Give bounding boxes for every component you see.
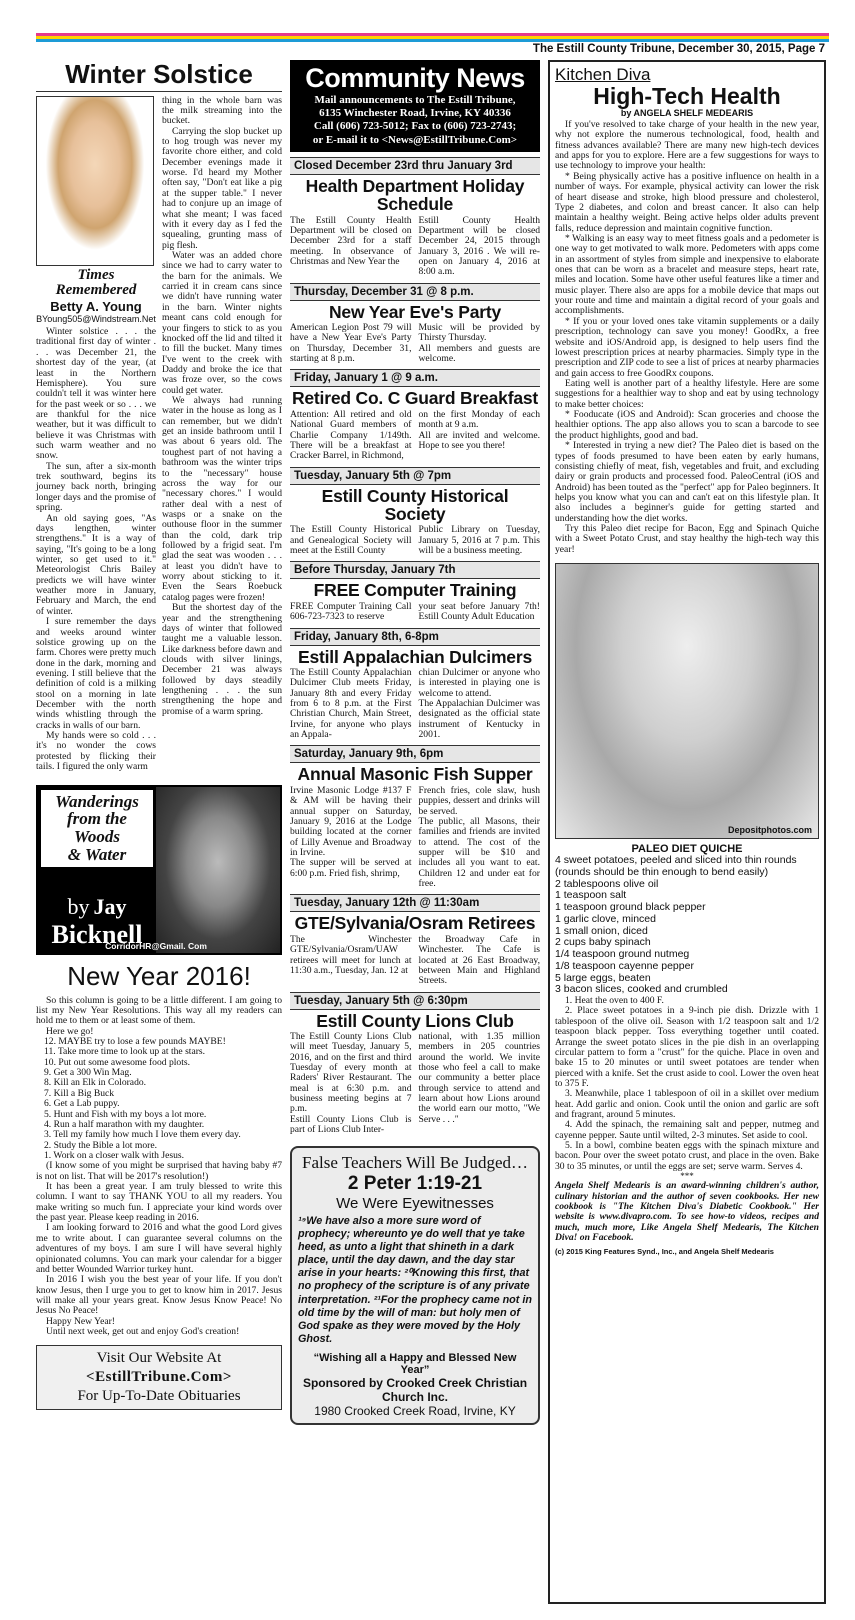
event-date-band: Saturday, January 9th, 6pm [290,745,540,763]
event-title: Retired Co. C Guard Breakfast [291,388,539,409]
event-text-right: Music will be provided by Thirsty Thursday. All members and guests are welcome. [418,322,540,365]
event-date-band: Tuesday, January 5th @ 7pm [290,467,540,485]
solstice-col2: thing in the whole barn was the milk streaming into the bucket. Carrying the slop bucket up to hog trough was never my favorite chore either, and cold December evenings made it worse. I'd heard my Mother often say, "Don't eat like a pig at the supper table." I never had to conjure up an image of what she meant; I was faced with it every day as I fed the squealing, grunting mass of pig flesh. Water was an added chore since we had to carry water to the barn for the animals. We carried it in cream cans since we didn't have running water in the barn. Winter nights meant cans cold enough for your fingers to stick to as you knocked off the lid and tilted it to fill the bucket. Many times I've went to the creek with Daddy and broke the ice that was froze over, so the cows could get water. We always had running water in the house as long as I can remember, but we didn't get an inside bathroom until I was about 6 years old. The toughest part of not having a bathroom was the winter trips to the "necessary" house across the way for our "necessary chores." I would rather deal with a nest of wasps or a snake on the outhouse floor in the summer than the cold, dark trip followed by a frigid seat. I'm glad the seat was wooden . . . at least you didn't have to worry about sticking to it. Even the Sears Roebuck catalog pages were frozen! But the shortest day of the year and the strengthening days of winter that followed taught me a valuable lesson. Like darkness before dawn and clouds with silver linings, December 21 was always followed by days steadily lengthening . . . the sun strengthening the hope and promise of a warm spring. [162,94,282,717]
event-date-band: Friday, January 8th, 6-8pm [290,628,540,646]
kitchen-kicker: Kitchen Diva [555,65,651,84]
event-text-left: Irvine Masonic Lodge #137 F & AM will be having their annual supper on Saturday, January 9, 2016 at the Lodge building located at the corner of Lilly Avenue and Broadway in Irvine. The supper will be served at 6:00 p.m. Fried fish, shrimp, [290,784,412,879]
event-text-right: Public Library on Tuesday, January 5, 2016 at 7 p.m. This will be a business meeting. [418,524,540,557]
event-text-right: national, with 1.35 million members in 205 countries around the world. We invite those who feel a call to make our community a better place through service to attend and learn about how Lions around the world earn our motto, "We Serve . . ." [418,1030,540,1125]
event-title: Health Department Holiday Schedule [305,175,525,215]
event-text-left: Attention: All retired and old National Guard members of Charlie Company 1/149th. There will be a breakfast at Cracker Barrel, in Richmond, [290,408,412,462]
event-body [290,410,540,462]
event-date-band: Closed December 23rd thru January 3rd [290,157,540,175]
author-email: BYoung505@Windstream.Net [36,314,156,325]
kitchen-body: If you've resolved to take charge of your health in the new year, why not explore the numerous technological, food, health and fitness advances available? There are many new high-tech devices and apps for you to explore. Here are a few suggestions for ways to use technology to improve your health: * Being physically active has a positive influence on health in a number of ways. For example, physical activity can lower the risk of heart disease and stroke, high blood pressure and cholesterol, Type 2 diabetes, and colon and breast cancer. It also can help maintain a healthy weight. Being active helps older adults prevent falls, reduce depression and maintain cognitive function. * Walking is an easy way to meet fitness goals and a pedometer is one way to get motivated to walk more. Pedometers with apps come in an assortment of styles from simple and inexpensive to elaborate ones that can be worn as a bracelet and measure steps, heart rate, miles and location. Some have other useful features like a timer and music player. There also are apps for a mobile device that maps out your route and time and maintain a digital record of your goals and accomplishments. * If you or your loved ones take vitamin supplements or a daily prescription, technology can save you money! GoodRx, a free website and iOS/Android app, is designed to help users find the lowest prescription prices at nearby pharmacies. Simply type in the prescription and ZIP code to see a list of prices at nearby pharmacies and gain access to free GoodRx coupons. Eating well is another part of a healthy lifestyle. Here are some suggestions for a healthier way to shop and eat by using technology to make better choices: * Fooducate (iOS and Android): Scan groceries and choose the healthier options. The app also allows you to scan a barcode to see the product highlights, good and bad. * Interested in trying a new diet? The Paleo diet is based on the types of foods presumed to have been eaten by early humans, consisting chiefly of meat, fish, vegetables and fruit, and excluding dairy or grain products and processed food. PaleoCentral (iOS and Android) has been touted as the "perfect" app for Paleo beginners. It helps you know what you can and can't eat on this lifestyle plan. It also includes a beginner's guide for getting started and understanding how the diet works. Try this Paleo diet recipe for Bacon, Egg and Spinach Quiche with a Sweet Potato Crust, and stay healthy the high-tech way this year! [555,119,819,555]
kitchen-title: High-Tech Health [593,83,781,109]
photo-credit: Depositphotos.com [727,825,812,836]
event-title: Estill County Historical Society [321,485,509,525]
page-header: The Estill County Tribune, December 30, 2015, Page 7 [532,43,825,55]
new-year-body: So this column is going to be a little different. I am going to list my New Year Resolutions. This way all my readers can hold me to them or at least some of them. Here we go! 12. MAYBE try to lose a few pounds MAYBE! 11. Take more time to look up at the stars. 10. Put out some awesome food plots. 9. Get a 300 Win Mag. 8. Kill an Elk in Colorado. 7. Kill a Big Buck 6. Get a Lab puppy. 5. Hunt and Fish with my boys a lot more. 4. Run a half marathon with my daughter. 3. Tell my family how much I love them every day. 2. Study the Bible a lot more. 1. Work on a closer walk with Jesus. (I know some of you might be surprised that having baby #7 is not on list. That will be 2017's resolution!) It has been a great year. I am truly blessed to write this column. I want to say THANK YOU to all my readers. You make writing so much fun. I appreciate your kind words over the past year. Please keep reading in 2016. I am looking forward to 2016 and what the good Lord gives me to write about. I can guarantee several columns on the adventures of my boys. I am sure I will have several highly opinionated columns. You can mark your calendar for a bigger and better Wounded Warrior turkey hunt. In 2016 I wish you the best year of your life. If you don't know Jesus, then I urge you to get to know him in 2017. Jesus will make all your years great. Know Jesus Know Peace! No Jesus No Peace! Happy New Year! Until next week, get out and enjoy God's creation! [36,994,282,1338]
column-name: Times Remembered [55,266,137,299]
event-text-right: Estill County Health Department will be closed December 24, 2015 through January 3, 2016 . We will re-open on January 4, 2016 at 8:00 a.m. [418,214,540,278]
community-header: Community News Mail announcements to The Estill Tribune, 6135 Winchester Road, Irvine, KY 40336 Call (606) 723-5012; Fax to (606) 723-2743; or E-mail it to <News@EstillTribune.Com> [290,60,540,152]
event-date-band: Friday, January 1 @ 9 a.m. [290,369,540,387]
event-body [290,935,540,987]
separator-stars: *** [680,1171,694,1182]
events-list [290,157,540,1136]
header-bar-blue [36,39,829,42]
copyright: (c) 2015 King Features Synd., Inc., and Angela Shelf Medearis [555,1247,774,1257]
event-date-band: Tuesday, January 12th @ 11:30am [290,894,540,912]
event-text-right: on the first Monday of each month at 9 a.m. All are invited and welcome. Hope to see you there! [418,408,540,451]
solstice-col1: Winter solstice . . . the traditional first day of winter . . . was December 21, the shortest day of the year, (at least in the Northern Hemisphere). You sure couldn't tell it was winter here for the past week or so . . . we are thankful for the nice weather, but it was difficult to believe it was Christmas with such warm weather and no snow. The sun, after a six-month trek southward, begins its journey back north, bringing longer days and the promise of spring. An old saying goes, "As days lengthen, winter strengthens." It is a way of saying, "It's going to be a long winter, so get used to it." Meteorologist Chris Bailey predicts we will have winter weather more in January, February and March, the end of winter. I sure remember the days and weeks around winter solstice growing up on the farm. Chores were pretty much done in the dark, morning and evening. I still believe that the definition of cold is a milking stool on a morning in late December with the north winds whistling through the cracks in walls of our barn. My hands were so cold . . . it's no wonder the cows protested by flicking their tails. I figured the only warm [36,326,156,773]
event-title: Estill County Lions Club [316,1010,514,1031]
scripture-box: False Teachers Will Be Judged… 2 Peter 1:19-21 We Were Eyewitnesses ¹⁹We have also a more sure word of prophecy; whereunto ye do well that ye take heed, as unto a light that shineth in a dark place, until the day dawn, and the day star arise in your hearts: ²⁰Knowing this first, that no prophecy of the scripture is of any private interpretation. ²¹For the prophecy came not in old time by the will of man: but holy men of God spake as they were moved by the Holy Ghost. “Wishing all a Happy and Blessed New Year” Sponsored by Crooked Creek Christian Church Inc. 1980 Crooked Creek Road, Irvine, KY [290,1146,540,1426]
event-body [290,525,540,556]
event-date-band: Tuesday, January 5th @ 6:30pm [290,992,540,1010]
event-text-right: French fries, cole slaw, hush puppies, dessert and drinks will be served. The public, all Masons, their families and friends are invited to attend. The cost of the supper will be $10 and includes all you want to eat. Children 12 and under eat for free. [418,784,540,890]
middle-column [290,60,540,1425]
event-body [290,602,540,623]
event-date-band: Before Thursday, January 7th [290,561,540,579]
event-body [290,1032,540,1136]
community-title: Community News [305,63,525,93]
event-text-right: chian Dulcimer or anyone who is interested in playing one is welcome to attend. The Appalachian Dulcimer was designated as the official state instrument of Kentucky in 2001. [418,666,540,741]
recipe-steps: 1. Heat the oven to 400 F. 2. Place sweet potatoes in a 9-inch pie dish. Drizzle with 1 tablespoon of the olive oil. Season with 1/2 teaspoon salt and 1/2 teaspoon black pepper. Toss everything together until coated. Arrange the sweet potato slices in the pie dish in an overlapping circular pattern to form a "crust" for the quiche. Place in oven and bake 15 to 20 minutes or until sweet potatoes are tender when pierced with a knife. Set the crust aside to cool. Lower the oven heat to 375 F. 3. Meanwhile, place 1 tablespoon of oil in a skillet over medium heat. Add garlic and onion. Cook until the onion and garlic are soft and fragrant, around 5 minutes. 4. Add the spinach, the remaining salt and pepper, nutmeg and cayenne pepper. Saute until wilted, 2-3 minutes. Set aside to cool. 5. In a bowl, combine beaten eggs with the spinach mixture and bacon. Pour over the sweet potato crust, and place in the oven. Bake 30 to 35 minutes, or until the eggs are set; serve warm. Serves 4. [555,995,819,1172]
by-word: by [67,893,90,919]
event-text-left: The Estill County Appalachian Dulcimer Club meets Friday, January 8th and every Friday from 6 to 8 p.m. at the First Christian Church, Main Street, Irvine, for anyone who plays an Appala- [290,666,412,741]
event-text-left: The Estill County Historical and Genealogical Society will meet at the Estill County [290,524,412,557]
ingredients-list: 4 sweet potatoes, peeled and sliced into thin rounds (rounds should be thin enough to bend easily) 2 tablespoons olive oil 1 teaspoon salt 1 teaspoon ground black pepper 1 garlic clove, minced 1 small onion, diced 2 cups baby spinach 1/4 teaspoon ground nutmeg 1/8 teaspoon cayenne pepper 5 large eggs, beaten 3 bacon slices, cooked and crumbled [555,854,797,996]
website-box[interactable]: Visit Our Website At <EstillTribune.Com> For Up-To-Date Obituaries [36,1345,282,1409]
author-name: Betty A. Young [50,299,142,315]
author-first: Jay [93,893,127,919]
event-title: Annual Masonic Fish Supper [297,764,533,785]
resolutions-list: 12. MAYBE try to lose a few pounds MAYBE! 11. Take more time to look up at the stars. 10. Put out some awesome food plots. 9. Get a 300 Win Mag. 8. Kill an Elk in Colorado. 7. Kill a Big Buck 6. Get a Lab puppy. 5. Hunt and Fish with my boys a lot more. 4. Run a half marathon with my daughter. 3. Tell my family how much I love them every day. 2. Study the Bible a lot more. 1. Work on a closer walk with Jesus. [44,1035,241,1161]
event-body [290,216,540,278]
betty-young-photo [36,96,154,266]
event-body [290,323,540,364]
recipe-title: PALEO DIET QUICHE [631,843,743,856]
kitchen-diva-box [548,60,826,1604]
solstice-title: Winter Solstice [36,60,282,92]
event-date-band: Thursday, December 31 @ 8 p.m. [290,283,540,301]
kitchen-byline: by ANGELA SHELF MEDEARIS [620,108,754,118]
event-text-left: The Estill County Lions Club will meet Tuesday, January 5, 2016, and on the first and third Tuesday of every month at Raders' River Restaurant. The meal is at 6:30 p.m. and business meeting begins at 7 p.m. Estill County Lions Club is part of Lions Club Inter- [290,1030,412,1136]
wanderings-email: CorridorHR@Gmail. Com [105,940,207,951]
event-title: Estill Appalachian Dulcimers [298,646,532,667]
jay-bicknell-photo [156,787,280,953]
event-text-right: the Broadway Cafe in Winchester. The Cafe is located at 26 East Broadway, between Main and Highland Streets. [418,933,540,987]
event-title: FREE Computer Training [313,580,517,601]
author-last: Bicknell [51,919,143,949]
wanderings-banner: Wanderings from the Woods & Water by Jay Bicknell CorridorHR@Gmail. Com [36,785,282,955]
woman-healthy-food-photo [555,563,819,839]
event-text-left: The Winchester GTE/Sylvania/Osram/UAW retirees will meet for lunch at 11:30 a.m., Tuesday, Jan. 12 at [290,933,412,976]
event-body [290,668,540,741]
event-text-left: American Legion Post 79 will have a New Year Eve's Party on Thursday, December 31, starting at 8 p.m. [290,322,412,365]
new-year-title: New Year 2016! [67,960,251,991]
event-text-right: your seat before January 7th! Estill County Adult Education [418,600,540,623]
author-bio: Angela Shelf Medearis is an award-winning children's author, culinary historian and the author of seven cookbooks. Her new cookbook is "The Kitchen Diva's Diabetic Cookbook." Her website is www.divapro.com. To see how-to videos, recipes and much, much more, Like Angela Shelf Medearis, The Kitchen Diva! on Facebook. [555,1180,819,1243]
left-column [36,60,282,1410]
event-title: GTE/Sylvania/Osram Retirees [294,913,536,934]
event-text-left: FREE Computer Training Call 606-723-7323 to reserve [290,600,412,623]
event-text-left: The Estill County Health Department will be closed on December 23rd for a staff meeting. In observance of Christmas and New Year the [290,214,412,267]
event-body [290,786,540,890]
event-title: New Year Eve's Party [328,301,502,322]
